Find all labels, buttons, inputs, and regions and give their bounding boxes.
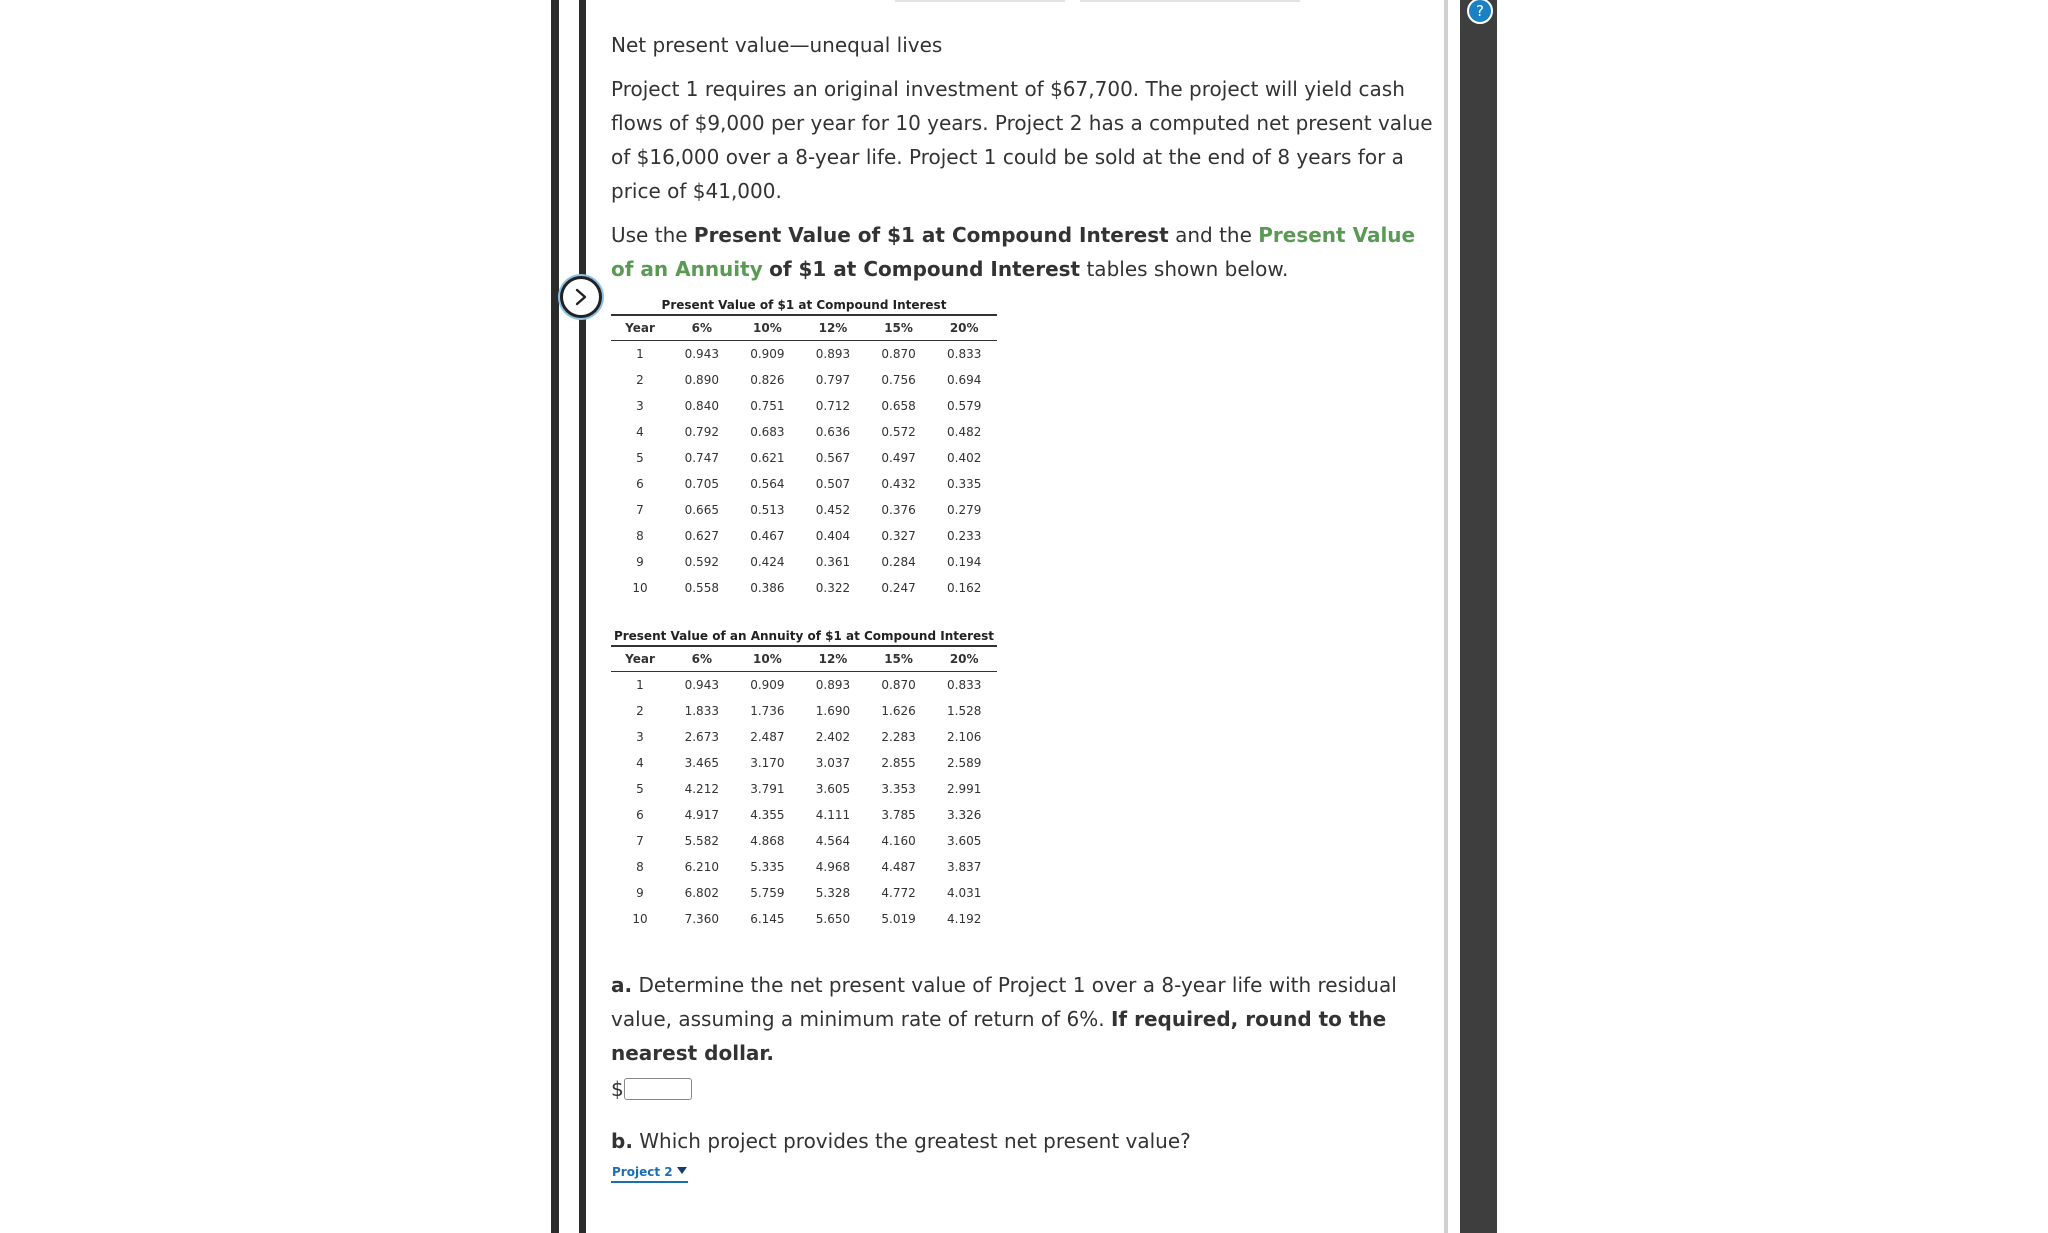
table-cell: 3.037 — [815, 756, 851, 770]
table-cell: 5.759 — [750, 886, 785, 900]
question-a-label: a. — [611, 973, 633, 997]
table-cell: 3.605 — [815, 782, 851, 796]
top-edge-fragment — [895, 0, 1065, 2]
annuity-table-link[interactable]: Present Value of an Annuity — [611, 223, 1416, 281]
table-cell: 0.840 — [684, 399, 719, 413]
table-cell: 8 — [636, 529, 644, 543]
table-row — [611, 906, 997, 932]
table-cell: 6 — [636, 477, 644, 491]
table-cell: 0.402 — [947, 451, 982, 465]
table-cell: 0.404 — [815, 529, 851, 543]
caret-down-icon — [677, 1167, 687, 1175]
table-cell: 3.465 — [684, 756, 719, 770]
table-cell: 0.893 — [815, 347, 851, 361]
table-cell: 3.837 — [947, 860, 982, 874]
table-cell: 2.673 — [684, 730, 719, 744]
annuity_table-header-cell: 6% — [669, 646, 735, 672]
pv_table-header-cell: 15% — [866, 315, 932, 341]
table-cell: 0.564 — [750, 477, 785, 491]
table-cell: 3.785 — [881, 808, 916, 822]
question-b — [611, 1124, 1441, 1183]
annuity_table-header-cell: Year — [611, 646, 669, 672]
table-cell: 0.870 — [881, 347, 916, 361]
table-cell: 2 — [636, 373, 644, 387]
table-cell: 4 — [636, 425, 644, 439]
pv-table-section — [611, 296, 997, 601]
table-row — [611, 419, 997, 445]
table-cell: 4 — [636, 756, 644, 770]
table-cell: 0.162 — [947, 581, 982, 595]
table-row — [611, 672, 997, 699]
pv_table-header-cell: Year — [611, 315, 669, 341]
table-cell: 0.361 — [815, 555, 851, 569]
table-cell: 0.322 — [815, 581, 851, 595]
table-cell: 0.833 — [947, 678, 982, 692]
table-cell: 0.943 — [684, 347, 719, 361]
pv_table-header-cell: 12% — [800, 315, 866, 341]
table-cell: 9 — [636, 555, 644, 569]
project-dropdown[interactable] — [611, 1164, 688, 1183]
table-row — [611, 549, 997, 575]
table-row — [611, 828, 997, 854]
table-cell: 0.909 — [750, 347, 785, 361]
table-row — [611, 471, 997, 497]
table-cell: 4.772 — [881, 886, 916, 900]
table-cell: 0.756 — [881, 373, 916, 387]
table-cell: 4.111 — [815, 808, 851, 822]
table-cell: 7 — [636, 503, 644, 517]
table-cell: 1.528 — [947, 704, 982, 718]
annuity-table-section — [611, 627, 997, 932]
top-edge-fragment — [1080, 0, 1300, 2]
table-cell: 0.482 — [947, 425, 982, 439]
npv-answer-input[interactable] — [624, 1078, 692, 1100]
table-cell: 2.855 — [881, 756, 916, 770]
pv-table — [611, 314, 997, 601]
table-instructions: Use the Present Value of $1 at Compound Interest and the Present Value of an Annuity of $1 at Compound Interest tables shown below. — [611, 223, 1416, 281]
table-cell: 5 — [636, 451, 644, 465]
table-row — [611, 393, 997, 419]
table-cell: 5.650 — [815, 912, 851, 926]
table-cell: 0.572 — [881, 425, 916, 439]
table-cell: 6 — [636, 808, 644, 822]
table-cell: 1.736 — [750, 704, 785, 718]
table-cell: 3 — [636, 399, 644, 413]
table-row — [611, 750, 997, 776]
table-cell: 0.665 — [684, 503, 719, 517]
table-cell: 0.194 — [947, 555, 982, 569]
problem-title: Net present value—unequal lives — [611, 33, 943, 57]
table-cell: 0.792 — [684, 425, 719, 439]
question-a-rounding-note: If required, round to the nearest dollar. — [611, 1007, 1387, 1065]
table-cell: 0.826 — [750, 373, 785, 387]
table-cell: 3.353 — [881, 782, 916, 796]
problem-text: Project 1 requires an original investment of $67,700. The project will yield cash flows of $9,000 per year for 10 years. Project 2 has a computed net present value of $16,000 over a 8-year life. Project 1 could be sold at the end of 8 years for a price of $41,000. — [611, 77, 1433, 203]
table-cell: 4.968 — [815, 860, 851, 874]
table-cell: 4.031 — [947, 886, 982, 900]
table-cell: 0.567 — [815, 451, 851, 465]
table-cell: 3 — [636, 730, 644, 744]
table-cell: 0.279 — [947, 503, 982, 517]
table-cell: 0.497 — [881, 451, 916, 465]
right-scrollbar-track[interactable] — [1460, 0, 1497, 1233]
annuity-table — [611, 645, 997, 932]
table-cell: 7.360 — [684, 912, 719, 926]
table-cell: 2.991 — [947, 782, 982, 796]
table-cell: 0.751 — [750, 399, 785, 413]
table-cell: 0.467 — [750, 529, 785, 543]
annuity_table-header-cell: 20% — [931, 646, 997, 672]
next-arrow-button[interactable] — [560, 276, 602, 318]
table-row — [611, 880, 997, 906]
table-cell: 4.487 — [881, 860, 916, 874]
table-cell: 0.507 — [815, 477, 851, 491]
table-cell: 0.621 — [750, 451, 785, 465]
table-cell: 0.797 — [815, 373, 851, 387]
table-cell: 0.284 — [881, 555, 916, 569]
table-cell: 0.870 — [881, 678, 916, 692]
table-cell: 0.683 — [750, 425, 785, 439]
table-cell: 6.145 — [750, 912, 785, 926]
table-cell: 0.592 — [684, 555, 719, 569]
annuity_table-header-cell: 12% — [800, 646, 866, 672]
table-cell: 0.909 — [750, 678, 785, 692]
pv-table-title: Present Value of $1 at Compound Interest — [661, 298, 947, 312]
table-row — [611, 776, 997, 802]
table-cell: 7 — [636, 834, 644, 848]
table-cell: 0.579 — [947, 399, 982, 413]
table-row — [611, 698, 997, 724]
table-cell: 0.712 — [815, 399, 851, 413]
table-cell: 1 — [636, 678, 644, 692]
table-cell: 8 — [636, 860, 644, 874]
table-cell: 2.402 — [815, 730, 851, 744]
table-cell: 2.589 — [947, 756, 982, 770]
table-cell: 0.376 — [881, 503, 916, 517]
table-cell: 3.605 — [947, 834, 982, 848]
table-cell: 6.802 — [684, 886, 719, 900]
currency-symbol: $ — [611, 1077, 624, 1101]
table-cell: 0.833 — [947, 347, 982, 361]
table-cell: 6.210 — [684, 860, 719, 874]
project-dropdown-value: Project 2 — [612, 1165, 673, 1179]
table-row — [611, 341, 997, 368]
table-cell: 3.326 — [947, 808, 982, 822]
left-frame-border — [551, 0, 559, 1233]
table-cell: 1.690 — [815, 704, 851, 718]
table-row — [611, 445, 997, 471]
table-cell: 0.452 — [815, 503, 851, 517]
table-cell: 5.019 — [881, 912, 916, 926]
table-cell: 4.355 — [750, 808, 785, 822]
table-cell: 5.582 — [684, 834, 719, 848]
table-cell: 0.386 — [750, 581, 785, 595]
table-cell: 4.868 — [750, 834, 785, 848]
chevron-right-icon — [572, 287, 590, 307]
table-cell: 4.917 — [684, 808, 719, 822]
table-cell: 0.424 — [750, 555, 785, 569]
table-cell: 2.106 — [947, 730, 982, 744]
annuity_table-header-row — [611, 646, 997, 672]
table-cell: 0.627 — [684, 529, 719, 543]
table-row — [611, 724, 997, 750]
table-cell: 2.487 — [750, 730, 785, 744]
table-cell: 4.192 — [947, 912, 982, 926]
right-frame-divider — [1444, 0, 1448, 1233]
table-row — [611, 854, 997, 880]
table-cell: 1 — [636, 347, 644, 361]
table-cell: 4.564 — [815, 834, 851, 848]
table-cell: 4.160 — [881, 834, 916, 848]
table-cell: 0.636 — [815, 425, 851, 439]
table-cell: 0.694 — [947, 373, 982, 387]
annuity_table-header-cell: 15% — [866, 646, 932, 672]
pv-table-reference: Present Value of $1 at Compound Interest — [693, 223, 1169, 247]
table-cell: 2 — [636, 704, 644, 718]
table-cell: 1.626 — [881, 704, 916, 718]
table-row — [611, 497, 997, 523]
answer-a-row — [611, 1074, 1441, 1104]
question-a — [611, 968, 1441, 1104]
pv_table-header-row — [611, 315, 997, 341]
table-row — [611, 575, 997, 601]
table-cell: 1.833 — [684, 704, 719, 718]
table-cell: 3.170 — [750, 756, 785, 770]
question-b-label: b. — [611, 1129, 633, 1153]
pv_table-header-cell: 10% — [735, 315, 801, 341]
question-b-text: Which project provides the greatest net present value? — [639, 1129, 1191, 1153]
table-cell: 0.327 — [881, 529, 916, 543]
table-cell: 10 — [632, 912, 648, 926]
table-cell: 0.943 — [684, 678, 719, 692]
table-cell: 0.335 — [947, 477, 982, 491]
problem-content — [611, 28, 1441, 1183]
table-cell: 5 — [636, 782, 644, 796]
table-cell: 4.212 — [684, 782, 719, 796]
table-cell: 0.247 — [881, 581, 916, 595]
question-a-text: Determine the net present value of Project 1 over a 8-year life with residual value, assuming a minimum rate of return of 6%. — [611, 973, 1397, 1031]
table-cell: 0.890 — [684, 373, 719, 387]
annuity_table-header-cell: 10% — [735, 646, 801, 672]
table-cell: 5.335 — [750, 860, 785, 874]
table-cell: 2.283 — [881, 730, 916, 744]
table-cell: 0.432 — [881, 477, 916, 491]
table-cell: 0.513 — [750, 503, 785, 517]
table-cell: 3.791 — [750, 782, 785, 796]
table-cell: 9 — [636, 886, 644, 900]
table-cell: 0.658 — [881, 399, 916, 413]
table-row — [611, 802, 997, 828]
table-cell: 0.233 — [947, 529, 982, 543]
pv_table-header-cell: 6% — [669, 315, 735, 341]
question-circle-icon: ? — [1476, 2, 1484, 20]
annuity-table-title: Present Value of an Annuity of $1 at Compound Interest — [613, 629, 995, 643]
table-cell: 5.328 — [815, 886, 851, 900]
table-cell: 10 — [632, 581, 648, 595]
pv_table-header-cell: 20% — [931, 315, 997, 341]
table-cell: 0.558 — [684, 581, 719, 595]
left-frame-border-inner — [579, 0, 586, 1233]
table-cell: 0.705 — [684, 477, 719, 491]
table-cell: 0.747 — [684, 451, 719, 465]
table-row — [611, 523, 997, 549]
table-row — [611, 367, 997, 393]
table-cell: 0.893 — [815, 678, 851, 692]
